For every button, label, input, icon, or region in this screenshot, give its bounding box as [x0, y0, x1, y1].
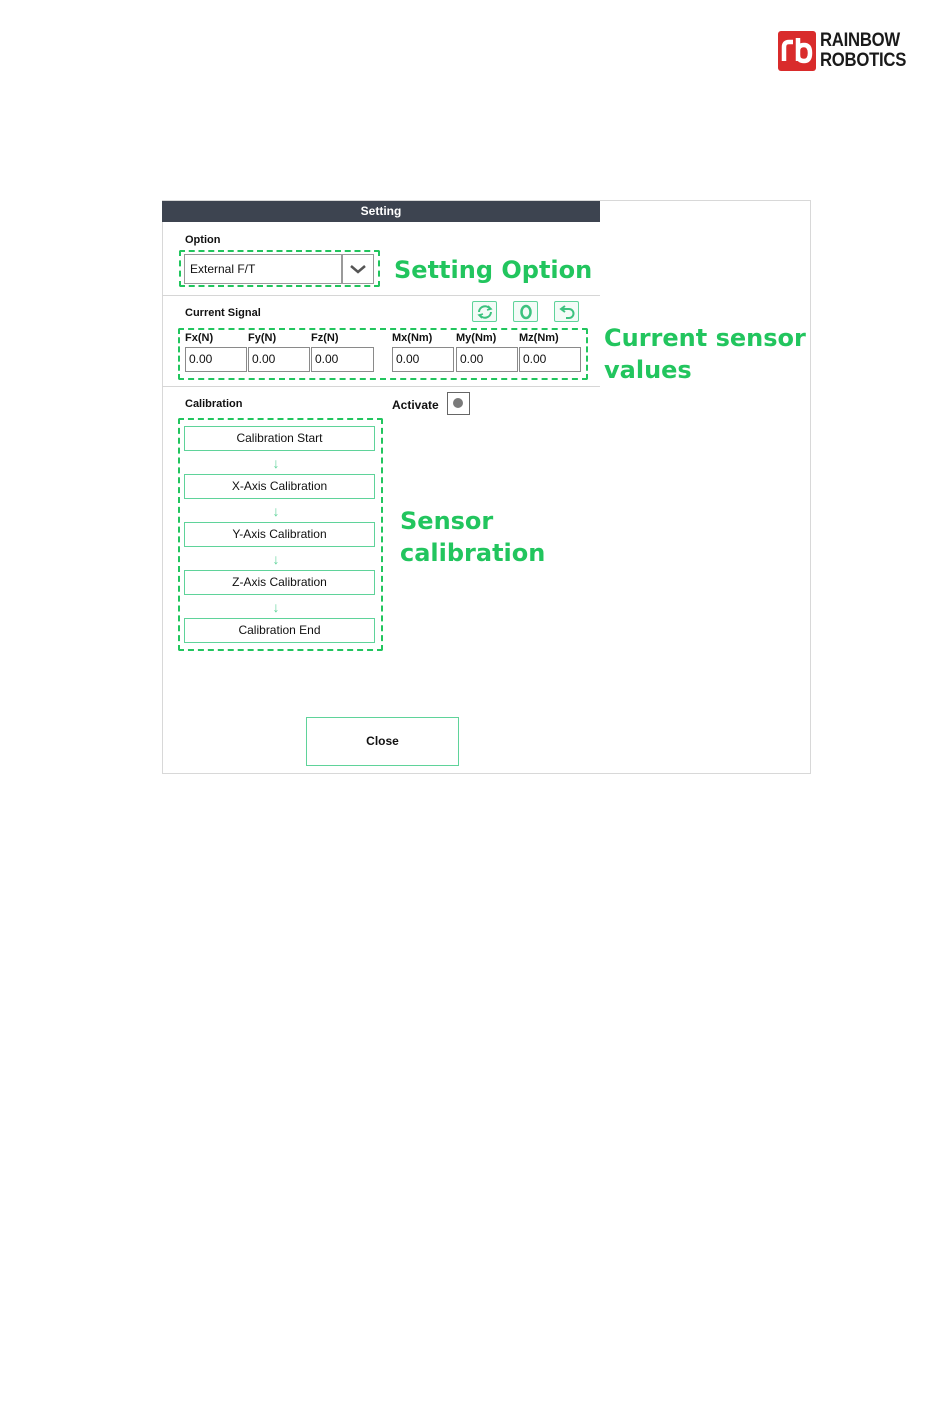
- option-select-value: External F/T: [190, 262, 256, 276]
- mz-label: Mz(Nm): [519, 332, 559, 344]
- fz-value: 0.00: [311, 347, 374, 372]
- down-arrow-icon: ↓: [272, 503, 280, 519]
- logo-line-2: ROBOTICS: [820, 50, 907, 71]
- down-arrow-icon: ↓: [272, 551, 280, 567]
- option-select[interactable]: [184, 254, 342, 284]
- down-arrow-icon: ↓: [272, 455, 280, 471]
- divider-2: [162, 386, 600, 387]
- option-label: Option: [185, 234, 221, 246]
- checkbox-dot-icon: [453, 398, 463, 408]
- zero-icon: [517, 304, 535, 320]
- annotation-current-sensor-line1: Current sensor: [604, 324, 806, 352]
- logo-line-1: RAINBOW: [820, 30, 900, 51]
- refresh-button[interactable]: [472, 301, 497, 322]
- close-button[interactable]: Close: [306, 717, 459, 766]
- refresh-icon: [476, 304, 494, 320]
- z-axis-calibration-button[interactable]: Z-Axis Calibration: [184, 570, 375, 595]
- option-dropdown-button[interactable]: [342, 254, 374, 284]
- chevron-down-icon: [343, 255, 373, 283]
- rainbow-robotics-logo: [778, 31, 908, 73]
- undo-button[interactable]: [554, 301, 579, 322]
- zero-button[interactable]: [513, 301, 538, 322]
- annotation-sensor-calibration-line1: Sensor: [400, 507, 494, 535]
- my-label: My(Nm): [456, 332, 497, 344]
- down-arrow-icon: ↓: [272, 599, 280, 615]
- annotation-sensor-calibration-line2: calibration: [400, 539, 546, 567]
- x-axis-calibration-button[interactable]: X-Axis Calibration: [184, 474, 375, 499]
- divider-1: [162, 295, 600, 296]
- current-signal-label: Current Signal: [185, 307, 261, 319]
- annotation-setting-option: Setting Option: [394, 256, 593, 284]
- annotation-current-sensor-line2: values: [604, 356, 692, 384]
- mx-label: Mx(Nm): [392, 332, 433, 344]
- mz-value: 0.00: [519, 347, 581, 372]
- dialog-title: Setting: [162, 201, 600, 222]
- calibration-end-button[interactable]: Calibration End: [184, 618, 375, 643]
- activate-checkbox[interactable]: [447, 392, 470, 415]
- fx-label: Fx(N): [185, 332, 214, 344]
- fx-value: 0.00: [185, 347, 247, 372]
- annotation-current-sensor: [604, 322, 806, 386]
- fy-label: Fy(N): [248, 332, 277, 344]
- fy-value: 0.00: [248, 347, 310, 372]
- logo-wordmark: [820, 31, 906, 71]
- my-value: 0.00: [456, 347, 518, 372]
- undo-icon: [558, 304, 576, 320]
- y-axis-calibration-button[interactable]: Y-Axis Calibration: [184, 522, 375, 547]
- mx-value: 0.00: [392, 347, 454, 372]
- activate-label: Activate: [392, 398, 439, 412]
- rb-logo-icon: [778, 31, 816, 71]
- calibration-label: Calibration: [185, 398, 243, 410]
- annotation-sensor-calibration: [400, 505, 545, 569]
- fz-label: Fz(N): [311, 332, 339, 344]
- calibration-start-button[interactable]: Calibration Start: [184, 426, 375, 451]
